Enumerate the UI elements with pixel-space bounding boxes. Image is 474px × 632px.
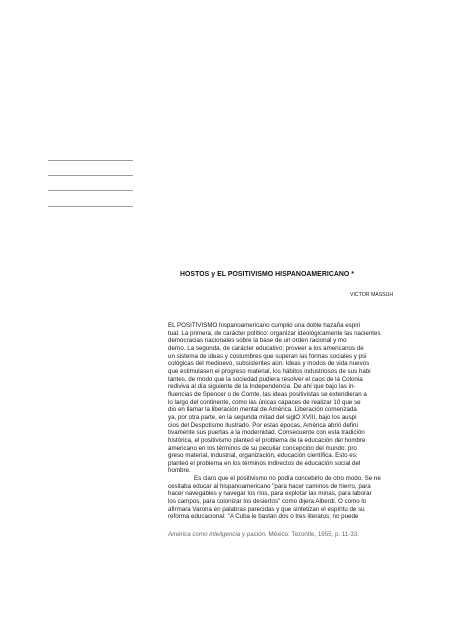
footnote-publisher: México: Tezontle, 1955, p. 11-33. — [266, 531, 360, 538]
text-line: Es claro que el positivismo no podía concebirlo de otro modo. Se ne — [194, 475, 381, 483]
text-line: tual. La primera, de carácter político: organizar ideológicamente las nacientes — [168, 329, 381, 337]
text-line: tivamente sus puertas a la modernidad. Consecuente con esta tradición — [168, 429, 365, 437]
text-line: cesitaba educar al hispanoamericano "para hacer caminos de hierro, para — [168, 482, 371, 490]
text-line: reforma educacional: "A Cuba le bastan dos o tres literatos; no puede — [168, 513, 359, 521]
footnote — [168, 531, 359, 538]
text-line: hacer navegables y navegar los ríos, para explotar las minas, para laborar — [168, 490, 372, 498]
paragraph-1 — [168, 322, 430, 475]
text-line: hombre. — [168, 467, 191, 475]
text-line: derno. La segunda, de carácter educativo: proveer a los americanos de — [168, 344, 364, 352]
text-line: cológicas del medioevo, subsistentes aún. Ideas y modos de vida nuevos — [168, 360, 370, 368]
text-line: EL POSITIVISMO hispanoamericano cumplió una doble hazaña espiri — [168, 322, 361, 329]
divider-line — [48, 160, 133, 161]
paragraph-2 — [168, 475, 430, 521]
text-line: ya, por otra parte, en la segunda mitad del siglO XVIII, bajo los auspi — [168, 413, 357, 421]
text-line: greso material, industrial, organización, educación científica. Esto es: — [168, 452, 358, 460]
text-line: planteó el problema en los términos indirectos de educación social del — [168, 459, 361, 467]
text-line: histórica, el positivismo planteó el problema de la educación del hombre — [168, 436, 366, 444]
text-line: democracias nacionales sobre la base de un orden racional y mo — [168, 337, 347, 345]
text-line: un sistema de ideas y costumbres que superan las formas sociales y psi — [168, 352, 367, 360]
text-line: dio en llamar la liberación mental de América. Liberación comenzada — [168, 406, 357, 414]
text-line: fluencias de Spencer o de Comte, las ideas positivistas se extendieran a — [168, 390, 367, 398]
text-line: lo largo del continente, como las únicas capaces de realizar 10 que se — [168, 398, 361, 406]
divider-line — [48, 206, 133, 207]
text-line: afirmara Varona en palabras parecidas y que sintetizan el espíritu de su — [168, 505, 365, 513]
text-line: que estimulasen el progreso material, los hábitos industriosos de sus habi — [168, 367, 371, 375]
text-line: tantes, de modo que la sociedad pudiera resolver el caos de la Colonia — [168, 375, 363, 383]
text-line: cios del Despotismo Ilustrado. Por estas épocas, América abrió defini — [168, 421, 358, 429]
article-author: VICTOR MASSUH — [350, 292, 394, 298]
divider-line — [48, 175, 133, 176]
article-title: HOSTOS y EL POSITIVISMO HISPANOAMERICANO * — [180, 271, 355, 278]
article-body — [168, 322, 430, 521]
text-line: rediviva al día siguiente de la Independencia. De ahí que bajo las in- — [168, 383, 356, 391]
footnote-work: América como inteligencia y pasión. — [168, 531, 267, 538]
text-line: los campos, para colonizar los desiertos" como dijera Alberdi. O como lo — [168, 498, 367, 506]
divider-line — [48, 190, 133, 191]
text-line: americano en los términos de su peculiar concepción del mundo: pro — [168, 444, 357, 452]
